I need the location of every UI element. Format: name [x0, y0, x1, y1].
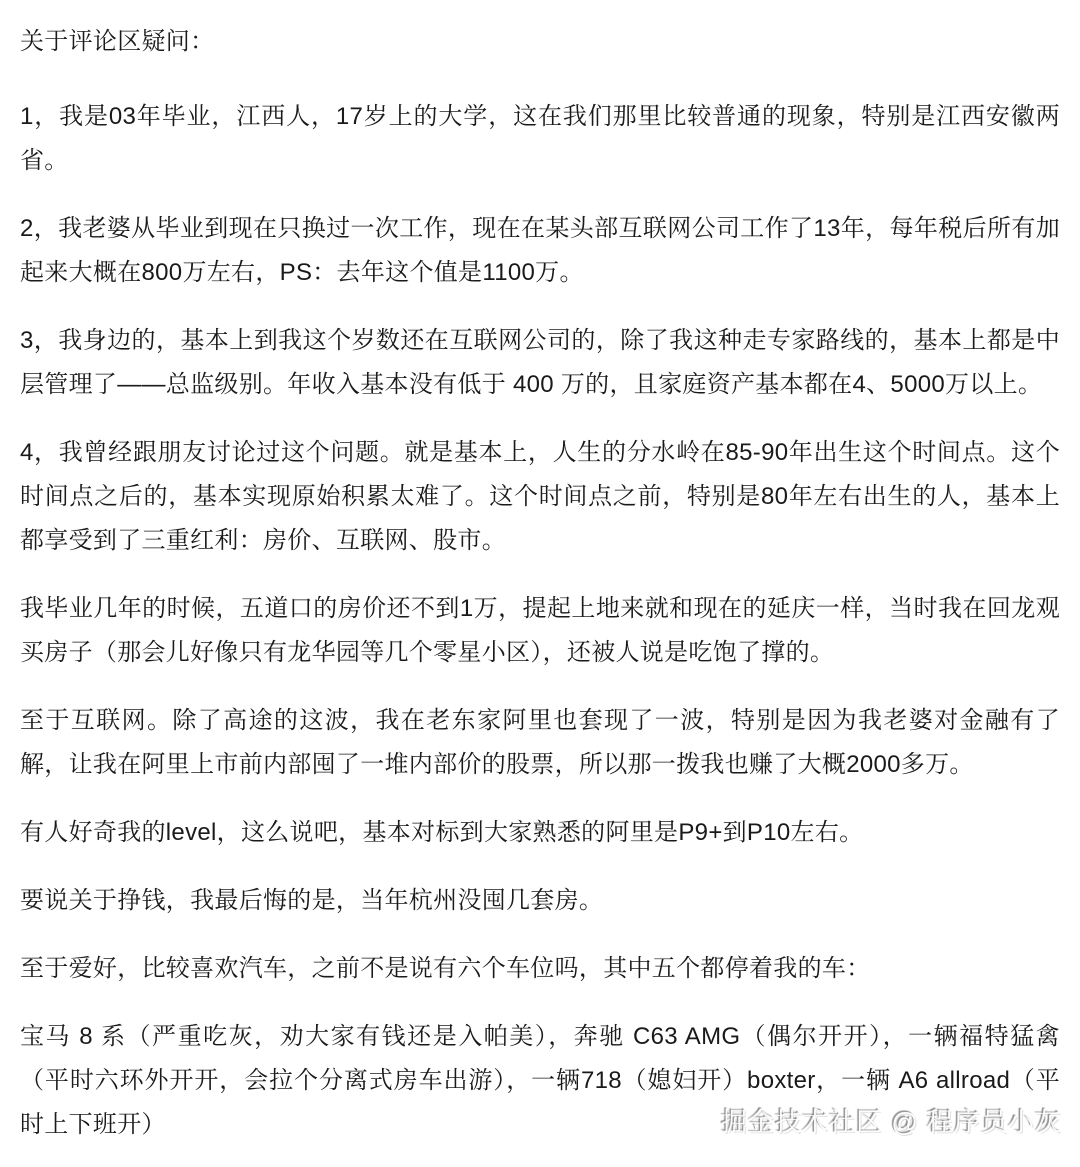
paragraph-peers: 3，我身边的，基本上到我这个岁数还在互联网公司的，除了我这种走专家路线的，基本上都是中层管理了——总监级别。年收入基本没有低于 400 万的，且家庭资产基本都在4、5000万以上。 [20, 327, 1060, 398]
paragraph-level: 有人好奇我的level，这么说吧，基本对标到大家熟悉的阿里是P9+到P10左右。 [20, 819, 864, 846]
paragraph-wife-job: 2，我老婆从毕业到现在只换过一次工作，现在在某头部互联网公司工作了13年，每年税后所有加起来大概在800万左右，PS：去年这个值是1100万。 [20, 215, 1060, 286]
paragraph-internet-stock: 至于互联网。除了高途的这波，我在老东家阿里也套现了一波，特别是因为我老婆对金融有了解，让我在阿里上市前内部囤了一堆内部价的股票，所以那一拨我也赚了大概2000多万。 [20, 707, 1060, 778]
paragraph-graduation: 1，我是03年毕业，江西人，17岁上的大学，这在我们那里比较普通的现象，特别是江西安徽两省。 [20, 103, 1060, 174]
paragraph-regret: 要说关于挣钱，我最后悔的是，当年杭州没囤几套房。 [20, 887, 604, 914]
paragraph-car-list: 宝马 8 系（严重吃灰，劝大家有钱还是入帕美），奔驰 C63 AMG（偶尔开开），一辆福特猛禽（平时六环外开开，会拉个分离式房车出游），一辆718（媳妇开）boxter，一辆 A6 allroad（平时上下班开） [20, 1023, 1060, 1138]
paragraph-watershed: 4，我曾经跟朋友讨论过这个问题。就是基本上，人生的分水岭在85-90年出生这个时间点。这个时间点之后的，基本实现原始积累太难了。这个时间点之前，特别是80年左右出生的人，基本上都享受到了三重红利：房价、互联网、股市。 [20, 439, 1060, 554]
watermark-text: 掘金技术社区 @ 程序员小灰 [721, 1107, 1062, 1137]
paragraph-housing: 我毕业几年的时候，五道口的房价还不到1万，提起上地来就和现在的延庆一样，当时我在回龙观买房子（那会儿好像只有龙华园等几个零星小区），还被人说是吃饱了撑的。 [20, 595, 1060, 666]
section-title: 关于评论区疑问： [20, 28, 215, 55]
paragraph-hobby-cars: 至于爱好，比较喜欢汽车，之前不是说有六个车位吗，其中五个都停着我的车： [20, 955, 871, 982]
